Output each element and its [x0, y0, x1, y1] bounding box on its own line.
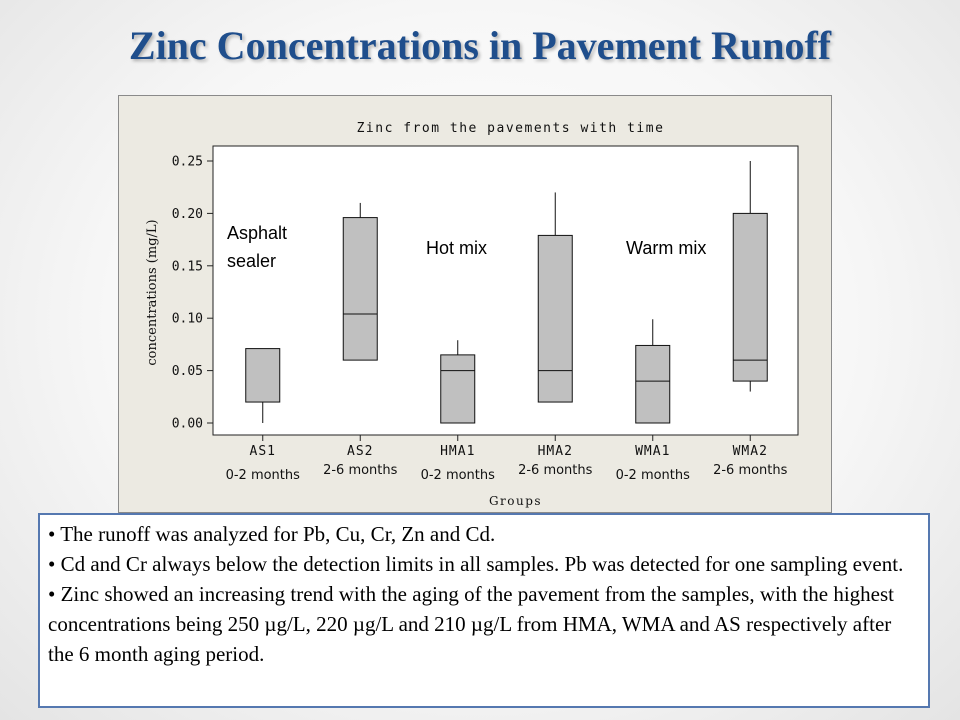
y-tick-label: 0.10	[171, 311, 203, 327]
box-as1	[246, 349, 280, 402]
chart-svg	[119, 96, 833, 514]
y-tick-label: 0.15	[171, 259, 203, 275]
x-sub-label: 0-2 months	[420, 468, 495, 483]
y-tick-label: 0.25	[171, 154, 203, 170]
group-annotation: Asphalt	[227, 223, 288, 243]
bullet-text: Zinc showed an increasing trend with the aging of the pavement from the samples, with the highest concentrations being 250 µg/L, 220 µg/L and 210 µg/L from HMA, WMA and AS respectively after the 6 month aging period.	[48, 582, 894, 666]
x-sub-label: 2-6 months	[518, 463, 593, 478]
box-as2	[343, 218, 377, 361]
x-tick-label: HMA1	[440, 444, 476, 459]
bullet-item: • The runoff was analyzed for Pb, Cu, Cr, Zn and Cd.	[48, 522, 496, 546]
x-tick-label: WMA2	[732, 444, 768, 459]
box-hma2	[538, 235, 572, 402]
box-wma2	[733, 213, 767, 381]
chart-title: Zinc from the pavements with time	[356, 121, 665, 136]
x-axis-label: Groups	[488, 494, 543, 508]
plot-area	[213, 146, 798, 435]
box-hma1	[441, 355, 475, 423]
group-annotation: sealer	[227, 251, 277, 271]
x-sub-label: 2-6 months	[713, 463, 788, 478]
x-tick-label: WMA1	[635, 444, 671, 459]
x-tick-label: AS1	[249, 444, 276, 459]
x-tick-label: HMA2	[537, 444, 573, 459]
bullet-list	[38, 513, 930, 708]
y-tick-label: 0.00	[171, 416, 203, 432]
group-annotation: Hot mix	[426, 238, 488, 258]
slide-title: Zinc Concentrations in Pavement Runoff	[128, 23, 832, 68]
y-tick-label: 0.20	[171, 206, 203, 222]
group-annotation: Warm mix	[626, 238, 707, 258]
bullet-item: • Cd and Cr always below the detection limits in all samples. Pb was detected for one sampling event.	[48, 552, 904, 576]
x-tick-label: AS2	[347, 444, 374, 459]
boxplot-chart	[118, 95, 832, 513]
x-sub-label: 0-2 months	[615, 468, 690, 483]
x-sub-label: 0-2 months	[225, 468, 300, 483]
bullet-item: • Zinc showed an increasing trend with the aging of the pavement from the samples, with the highest concentrations being 250 µg/L, 220 µg/L and 210 µg/L from HMA, WMA and AS respectively after the 6 month aging period.	[48, 582, 894, 666]
bullet-text: Cd and Cr always below the detection limits in all samples. Pb was detected for one sampling event.	[60, 552, 904, 576]
box-wma1	[636, 345, 670, 423]
y-tick-label: 0.05	[171, 364, 203, 380]
y-axis-label: concentrations (mg/L)	[145, 219, 160, 366]
bullet-text: The runoff was analyzed for Pb, Cu, Cr, Zn and Cd.	[60, 522, 496, 546]
x-sub-label: 2-6 months	[323, 463, 398, 478]
